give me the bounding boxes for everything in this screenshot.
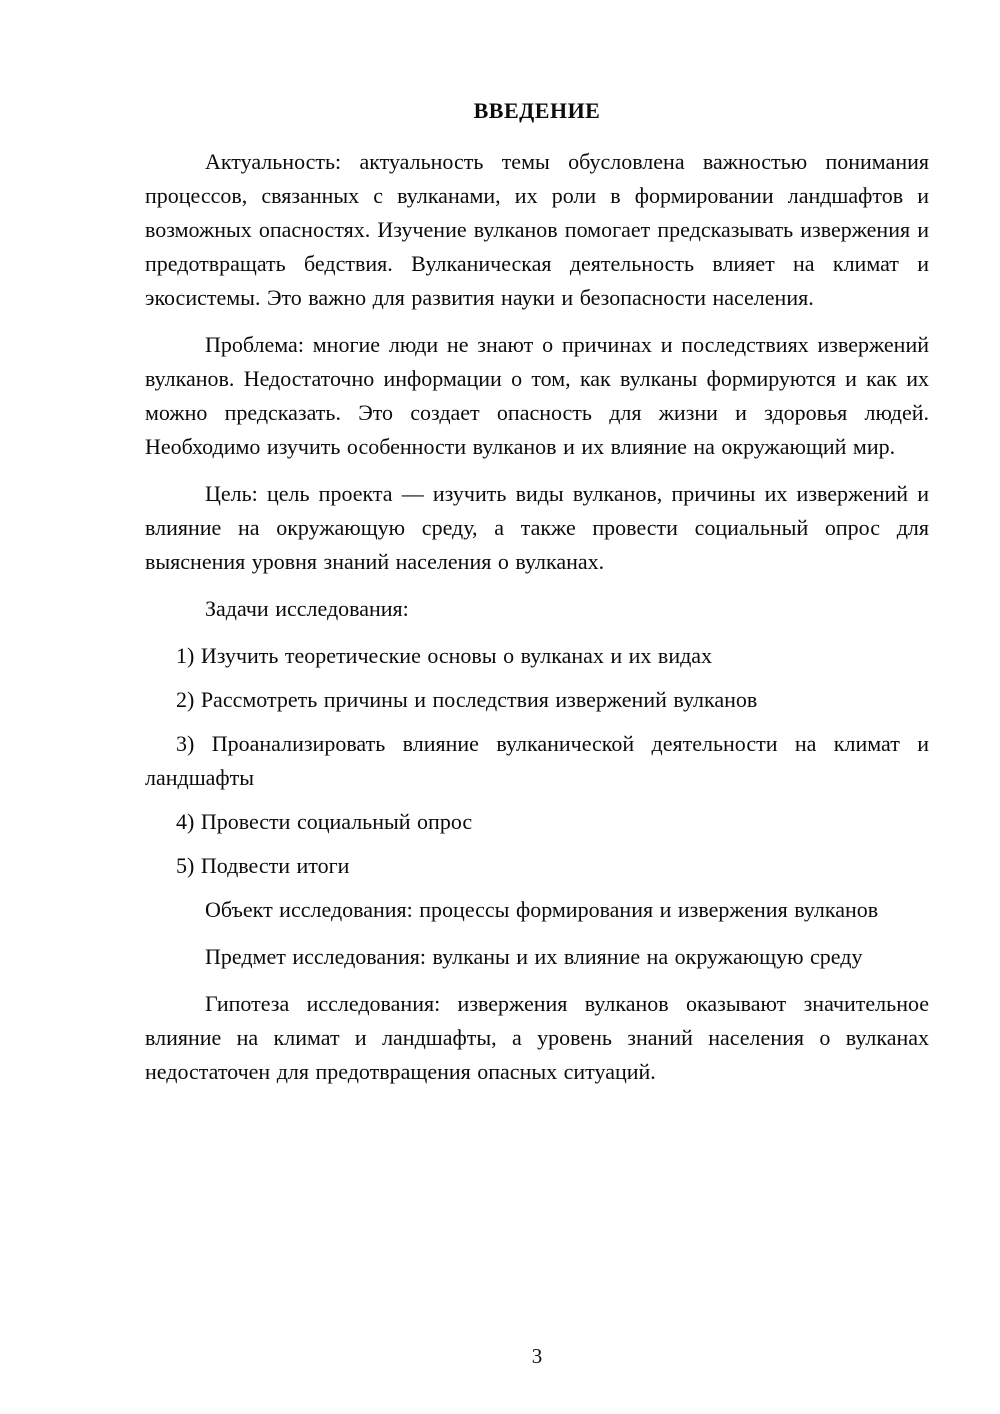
- task-item-5: 5) Подвести итоги: [176, 853, 350, 878]
- page-title: ВВЕДЕНИЕ: [473, 98, 601, 123]
- task-item-1: 1) Изучить теоретические основы о вулканах и их видах: [176, 643, 713, 668]
- paragraph-relevance: Актуальность: актуальность темы обусловлена важностью понимания процессов, связанных с вулканами, их роли в формировании ландшафтов и возможных опасностях. Изучение вулканов помогает предсказывать извержения и предотвращать бедствия. Вулканическая деятельность влияет на климат и экосистемы. Это важно для развития науки и безопасности населения.: [145, 149, 929, 310]
- task-item-2: 2) Рассмотреть причины и последствия извержений вулканов: [176, 687, 758, 712]
- paragraph-hypothesis: Гипотеза исследования: извержения вулканов оказывают значительное влияние на климат и ландшафты, а уровень знаний населения о вулканах недостаточен для предотвращения опасных ситуаций.: [145, 991, 929, 1084]
- task-item-4: 4) Провести социальный опрос: [176, 809, 473, 834]
- tasks-heading: Задачи исследования:: [205, 596, 409, 621]
- paragraph-goal: Цель: цель проекта — изучить виды вулканов, причины их извержений и влияние на окружающую среду, а также провести социальный опрос для выяснения уровня знаний населения о вулканах.: [145, 481, 929, 574]
- page-number: 3: [531, 1344, 543, 1368]
- paragraph-object: Объект исследования: процессы формирования и извержения вулканов: [205, 897, 879, 922]
- task-item-3: 3) Проанализировать влияние вулканической деятельности на климат и ландшафты: [145, 731, 929, 790]
- paragraph-problem: Проблема: многие люди не знают о причинах и последствиях извержений вулканов. Недостаточно информации о том, как вулканы формируются и как их можно предсказать. Это создает опасность для жизни и здоровья людей. Необходимо изучить особенности вулканов и их влияние на окружающий мир.: [145, 332, 929, 459]
- paragraph-subject: Предмет исследования: вулканы и их влияние на окружающую среду: [205, 944, 863, 969]
